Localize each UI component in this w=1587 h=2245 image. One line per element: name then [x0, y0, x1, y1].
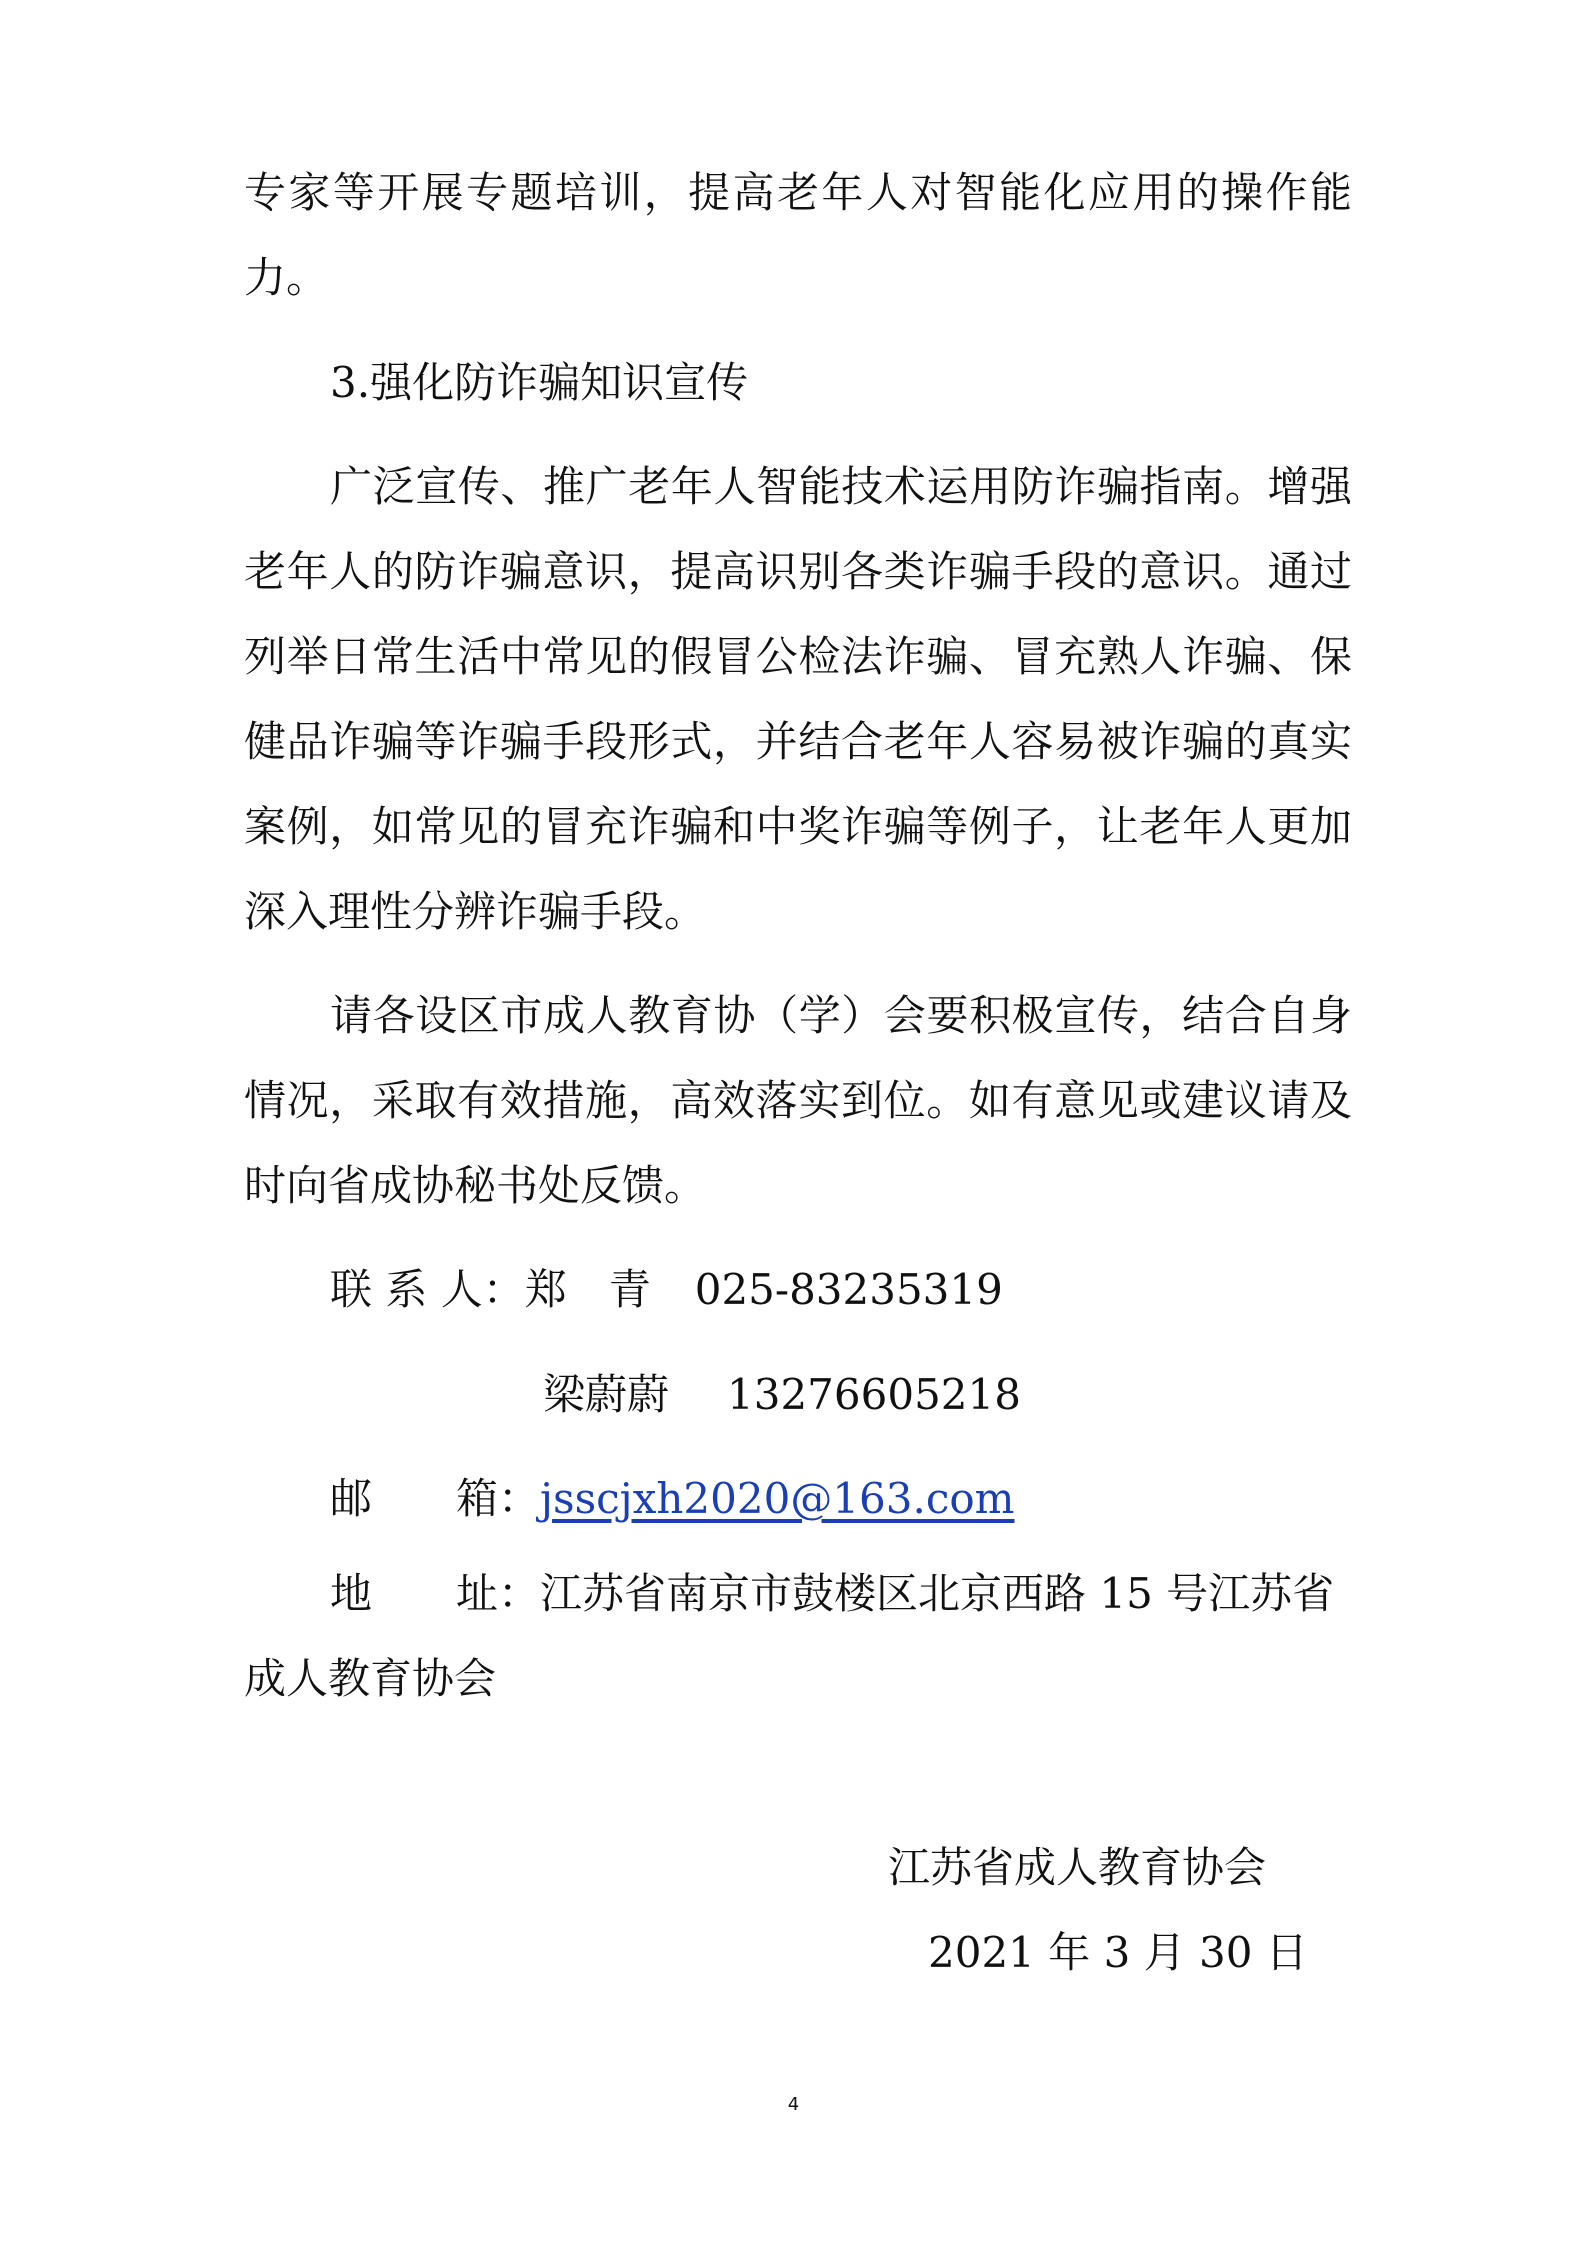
address-row-line-1: [330, 1564, 1334, 1624]
paragraph-1-line-2: 力。: [244, 253, 329, 302]
paragraph-2-line-2: 老年人的防诈骗意识，提高识别各类诈骗手段的意识。通过: [244, 547, 1352, 596]
paragraph-2-line-1: 广泛宣传、推广老年人智能技术运用防诈骗指南。增强: [330, 462, 1352, 511]
paragraph-2-line-3: 列举日常生活中常见的假冒公检法诈骗、冒充熟人诈骗、保: [244, 632, 1352, 681]
signature-date: 2021 年 3 月 30 日: [928, 1928, 1308, 1977]
address-text-line-1: 江苏省南京市鼓楼区北京西路 15 号江苏省: [540, 1569, 1335, 1618]
paragraph-2-line-6: 深入理性分辨诈骗手段。: [244, 887, 707, 936]
contact-person-row-1: [330, 1260, 1003, 1320]
email-link[interactable]: jsscjxh2020@163.com: [540, 1474, 1015, 1523]
email-label: 邮 箱：: [330, 1474, 541, 1523]
address-row-line-2: 成人教育协会: [244, 1654, 497, 1703]
paragraph-2-line-5: 案例，如常见的冒充诈骗和中奖诈骗等例子，让老年人更加: [244, 802, 1352, 851]
paragraph-3-line-1: 请各设区市成人教育协（学）会要积极宣传，结合自身: [330, 991, 1352, 1040]
contact-person-row-2: [543, 1365, 1021, 1425]
section-heading-3: 3.强化防诈骗知识宣传: [330, 358, 749, 407]
paragraph-2-line-4: 健品诈骗等诈骗手段形式，并结合老年人容易被诈骗的真实: [244, 717, 1352, 766]
contact-person-2-phone: 13276605218: [727, 1370, 1021, 1419]
contact-person-1-name: 郑 青: [524, 1265, 651, 1314]
address-label: 地 址：: [330, 1569, 541, 1618]
paragraph-1-line-1: 专家等开展专题培训，提高老年人对智能化应用的操作能: [244, 168, 1352, 217]
paragraph-3-line-3: 时向省成协秘书处反馈。: [244, 1161, 707, 1210]
contact-person-1-phone: 025-83235319: [694, 1265, 1003, 1314]
paragraph-3-line-2: 情况，采取有效措施，高效落实到位。如有意见或建议请及: [244, 1076, 1352, 1125]
contact-person-2-name: 梁蔚蔚: [543, 1370, 670, 1419]
contact-label: 联 系 人：: [330, 1265, 525, 1314]
signature-organization: 江苏省成人教育协会: [888, 1843, 1267, 1892]
email-row: [330, 1469, 1014, 1529]
page-number: 4: [787, 2094, 800, 2115]
